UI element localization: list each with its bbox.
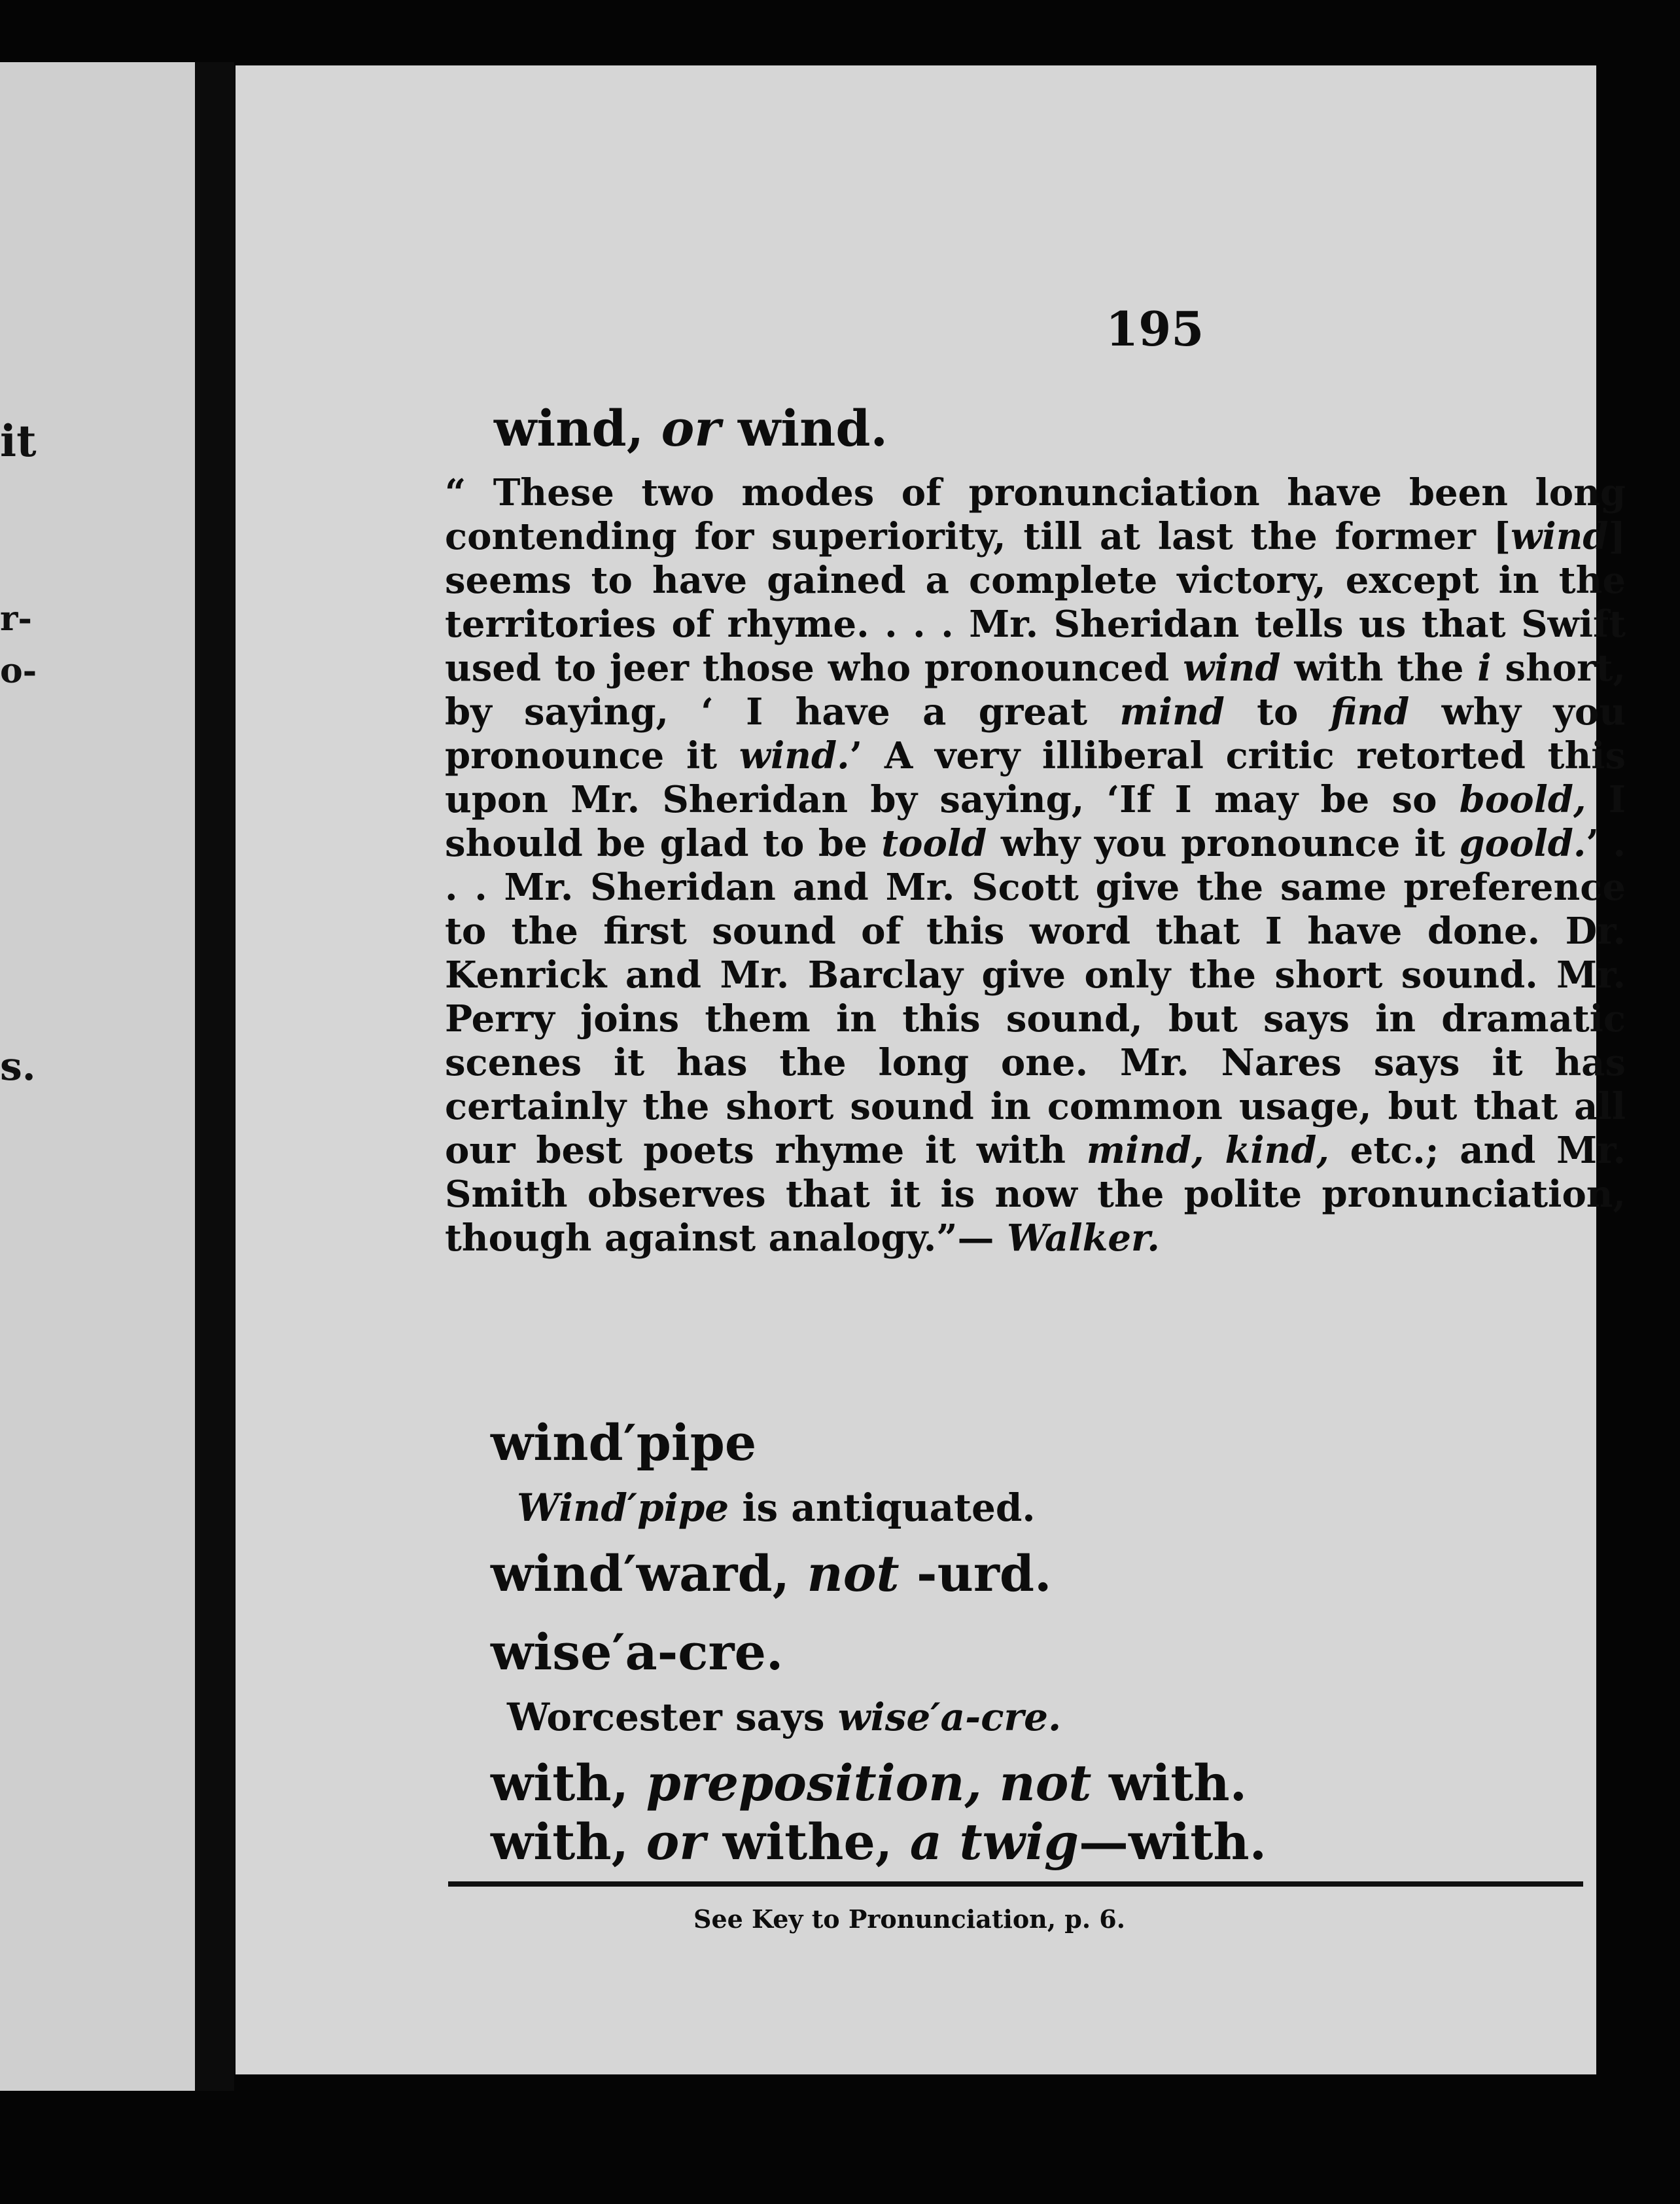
headword: wind′ward, [491, 1544, 790, 1603]
left-page-fragment: o- [0, 651, 37, 691]
walker-quotation: “ These two modes of pronunciation have been long contending for superiority, till at last the former [wind] seems to have gained a complete victory, except in the territories of rhyme. . . . Mr. Sheridan tells us that Swift used to jeer those who pronounced wind with the i short, by saying, ‘ I have a great mind to find why you pronounce it wind.’ A very illiberal critic retorted this upon Mr. Sheridan by saying, ‘If I may be so boold, I should be glad to be toold why you pronounce it goold.’ . . . Mr. Sheridan and Mr. Scott give the same preference to the first sound of this word that I have done. Dr. Kenrick and Mr. Barclay give only the short sound. Mr. Perry joins them in this sound, but says in dramatic scenes it has the long one. Mr. Nares says it has certainly the short sound in common usage, but that all our best poets rhyme it with mind, kind, etc.; and Mr. Smith observes that it is now the polite pronunciation, though against analogy.”— Walker. [445, 471, 1626, 1260]
wiseacre-note: Worcester says wise′a-cre. [507, 1695, 1062, 1739]
part-of-speech: preposition, [646, 1754, 983, 1812]
entry-wiseacre [491, 1623, 783, 1681]
connector: not [807, 1544, 900, 1603]
book-page [236, 65, 1626, 2074]
connector: or [646, 1813, 706, 1871]
connector: not [999, 1754, 1092, 1812]
page-number: 195 [1106, 301, 1204, 357]
windpipe-note: Wind′pipe is antiquated. [517, 1485, 1036, 1530]
headword: wind, [494, 399, 644, 457]
headword: wind′pipe [491, 1413, 757, 1472]
quote-author: Walker. [1007, 1217, 1160, 1260]
left-page-fragment: it [0, 416, 37, 467]
entry-windward [491, 1544, 1052, 1603]
dash-variant: —with. [1078, 1813, 1267, 1871]
entry-wind [494, 399, 888, 457]
headword: with, [491, 1754, 629, 1812]
variant: withe, [722, 1813, 893, 1871]
left-page-fragment: r- [0, 599, 32, 639]
book-gutter [195, 62, 234, 2091]
entry-withe [491, 1813, 1267, 1871]
connector: or [661, 399, 721, 457]
left-page-fragment: s. [0, 1044, 36, 1090]
entry-with-preposition [491, 1754, 1247, 1812]
headword: with, [491, 1813, 629, 1871]
variant: with. [1109, 1754, 1248, 1812]
left-page-edge [0, 62, 195, 2091]
variant: wind. [737, 399, 888, 457]
pronunciation-key-footer: See Key to Pronunciation, p. 6. [693, 1904, 1125, 1934]
gloss: a twig [909, 1813, 1079, 1871]
headword: wise′a-cre. [491, 1623, 784, 1681]
footer-rule [448, 1881, 1583, 1887]
variant: -urd. [917, 1544, 1052, 1603]
entry-windpipe [491, 1413, 756, 1472]
